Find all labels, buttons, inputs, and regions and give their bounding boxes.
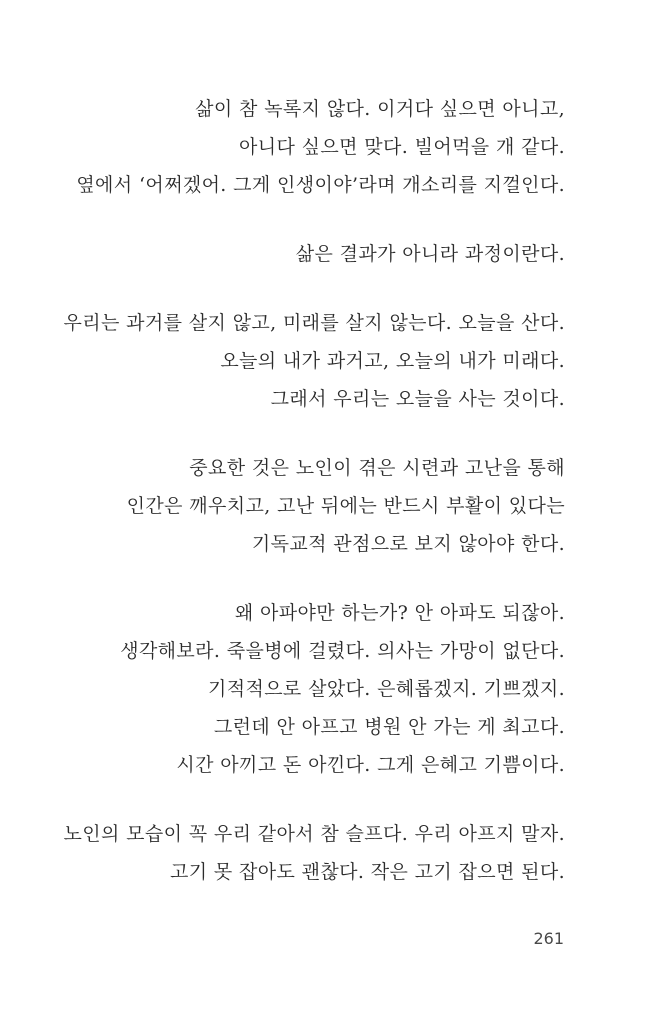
paragraph bbox=[55, 90, 565, 204]
paragraph bbox=[55, 815, 565, 891]
paragraph bbox=[55, 304, 565, 418]
text-line: 기적적으로 살았다. 은혜롭겠지. 기쁘겠지. bbox=[208, 678, 565, 700]
paragraph bbox=[55, 235, 565, 273]
text-line: 왜 아파야만 하는가? 안 아파도 되잖아. bbox=[234, 602, 565, 624]
text-line: 그래서 우리는 오늘을 사는 것이다. bbox=[270, 388, 565, 410]
text-line: 삶은 결과가 아니라 과정이란다. bbox=[295, 243, 565, 265]
page-footer bbox=[533, 929, 564, 949]
text-line: 시간 아끼고 돈 아낀다. 그게 은혜고 기쁨이다. bbox=[176, 754, 565, 776]
text-line: 아니다 싶으면 맞다. 빌어먹을 개 같다. bbox=[239, 136, 565, 158]
text-line: 고기 못 잡아도 괜찮다. 작은 고기 잡으면 된다. bbox=[170, 861, 565, 883]
page-text bbox=[55, 90, 565, 891]
paragraph bbox=[55, 449, 565, 563]
text-line: 삶이 참 녹록지 않다. 이거다 싶으면 아니고, bbox=[195, 98, 565, 120]
text-line: 기독교적 관점으로 보지 않아야 한다. bbox=[251, 533, 565, 555]
page-number: 261 bbox=[533, 929, 564, 948]
paragraph bbox=[55, 594, 565, 784]
text-line: 오늘의 내가 과거고, 오늘의 내가 미래다. bbox=[220, 350, 565, 372]
text-line: 우리는 과거를 살지 않고, 미래를 살지 않는다. 오늘을 산다. bbox=[63, 312, 565, 334]
text-line: 그런데 안 아프고 병원 안 가는 게 최고다. bbox=[213, 716, 565, 738]
text-line: 생각해보라. 죽을병에 걸렸다. 의사는 가망이 없단다. bbox=[120, 640, 565, 662]
text-line: 중요한 것은 노인이 겪은 시련과 고난을 통해 bbox=[189, 457, 565, 479]
text-line: 옆에서 ‘어쩌겠어. 그게 인생이야’라며 개소리를 지껄인다. bbox=[76, 174, 565, 196]
text-line: 노인의 모습이 꼭 우리 같아서 참 슬프다. 우리 아프지 말자. bbox=[63, 823, 565, 845]
text-line: 인간은 깨우치고, 고난 뒤에는 반드시 부활이 있다는 bbox=[126, 495, 565, 517]
